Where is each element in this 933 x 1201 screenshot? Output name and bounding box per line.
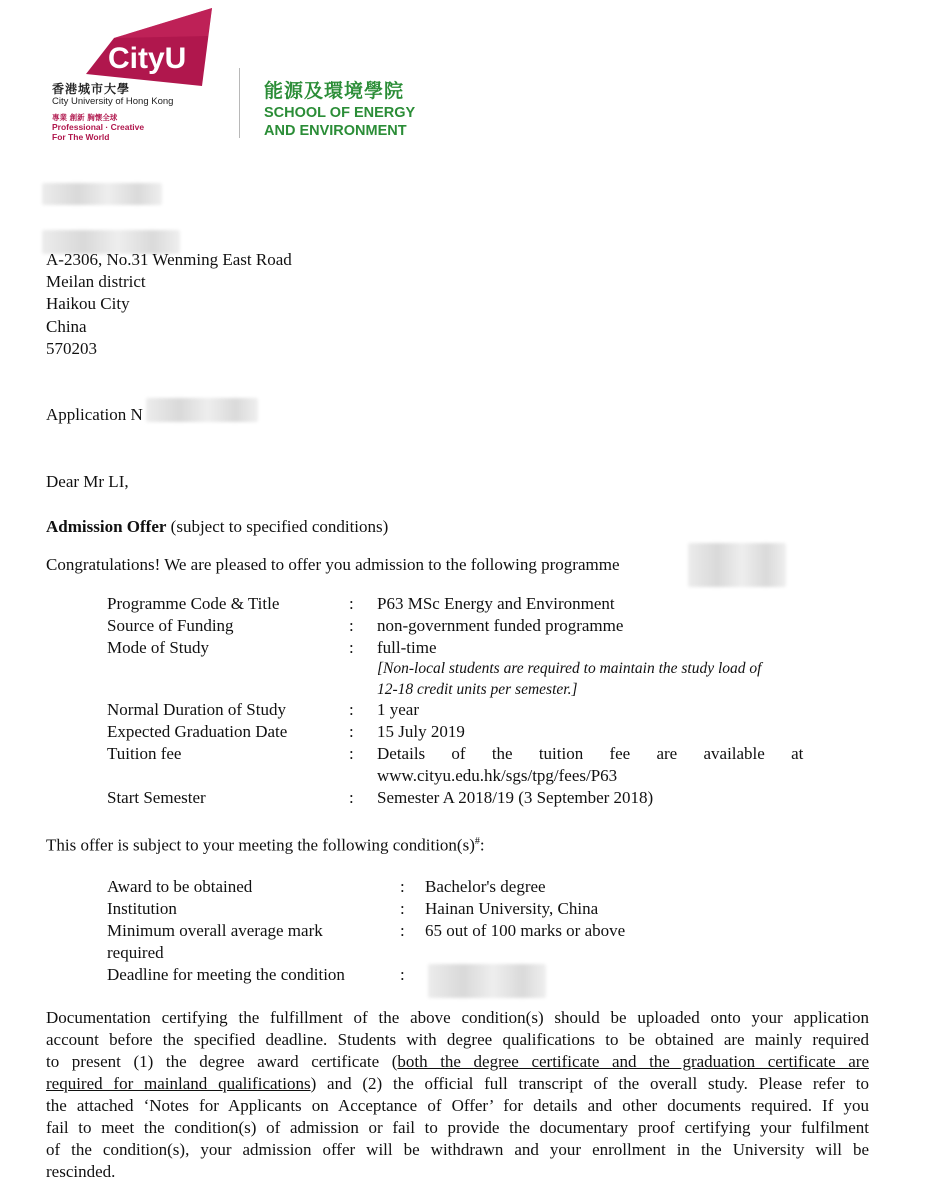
graduation-label: Expected Graduation Date [107,722,288,741]
university-name-cn: 香港城市大學 [52,82,131,96]
logo-divider [239,68,240,138]
graduation-value: 15 July 2019 [377,722,465,741]
colon: : [349,638,354,657]
doc-line-3-underlined: both the degree certificate and the graduation certificate are [397,1052,869,1071]
doc-line-3 [46,1051,869,1073]
mark-value: 65 out of 100 marks or above [425,921,626,940]
address-line-5: 570203 [46,338,97,358]
colon: : [400,899,405,918]
mark-label-line-2: required [107,943,164,962]
colon: : [349,788,354,807]
school-name-en-line-2: AND ENVIRONMENT [264,123,407,139]
colon: : [349,616,354,635]
intro-text: Congratulations! We are pleased to offer you admission to the following programme [46,555,620,574]
doc-line-4-underlined: required for mainland qualifications [46,1074,311,1093]
doc-line-7: of the condition(s), your admission offer will be withdrawn and your enrollment in the University will be [46,1140,869,1159]
salutation: Dear Mr LI, [46,472,129,491]
doc-line-4-b: ) and (2) the official full transcript of the overall study. Please refer to [310,1074,870,1093]
duration-value: 1 year [377,700,420,719]
address-line-4: China [46,316,87,336]
redacted-name [42,183,162,205]
condition-intro-colon: : [479,835,485,855]
duration-label: Normal Duration of Study [107,700,286,719]
tuition-label: Tuition fee [107,744,182,763]
mark-label-line-1: Minimum overall average mark [107,921,323,940]
doc-line-8: rescinded. [46,1162,116,1181]
colon: : [349,700,354,719]
doc-line-4 [46,1073,869,1095]
tuition-url[interactable]: www.cityu.edu.hk/sgs/tpg/fees/P63 [377,766,618,785]
colon: : [349,744,354,763]
motto-en [52,122,172,142]
mode-note-line-1: [Non-local students are required to maintain the study load of [377,660,762,677]
motto-en-line-1: Professional · Creative [52,122,145,132]
programme-code-value: P63 MSc Energy and Environment [377,594,615,613]
colon: : [400,921,405,940]
colon: : [349,722,354,741]
colon: : [400,965,405,984]
address-line-3: Haikou City [46,294,130,314]
institution-value: Hainan University, China [425,899,599,918]
school-logo [264,76,415,139]
programme-code-label: Programme Code & Title [107,594,280,613]
application-number-label: Application N [46,405,143,424]
address-line-1: A-2306, No.31 Wenming East Road [46,250,292,269]
offer-heading-line [46,516,388,538]
doc-line-6: fail to meet the condition(s) of admission or fail to provide the documentary proof certifying your fulfilment [46,1118,869,1137]
doc-line-3-a: to present (1) the degree award certificate ( [46,1052,398,1071]
doc-line-2: account before the specified deadline. Students with degree qualifications to be obtained are mainly required [46,1030,869,1049]
motto-en-line-2: For The World [52,132,110,142]
cityu-logo-mark [86,8,222,90]
colon: : [349,594,354,613]
university-name-en: City University of Hong Kong [52,96,174,107]
offer-heading: Admission Offer [46,517,167,536]
redacted-deadline [428,964,546,998]
cityu-logo-text: CityU [108,42,187,75]
condition-intro-text: This offer is subject to your meeting the following condition(s) [46,835,475,855]
condition-intro [46,831,485,857]
institution-label: Institution [107,899,177,918]
cityu-logo [52,8,227,143]
school-name-cn: 能源及環境學院 [264,80,405,102]
condition-footnote-mark: # [474,836,480,847]
doc-line-1: Documentation certifying the fulfillment of the above condition(s) should be uploaded onto your application [46,1008,869,1027]
offer-subheading: (subject to specified conditions) [170,517,389,536]
recipient-address [46,249,292,360]
tuition-value-text: Details of the tuition fee are available at [377,744,804,763]
colon: : [400,877,405,896]
mode-value: full-time [377,638,437,657]
redacted-programme-extra [688,543,786,587]
tuition-value-line-1 [377,743,820,765]
award-label: Award to be obtained [107,877,253,896]
redacted-application-number [146,398,258,422]
motto-cn: 專業 創新 胸懷全球 [52,113,118,122]
funding-value: non-government funded programme [377,616,624,635]
mode-note-line-2: 12-18 credit units per semester.] [377,681,578,698]
award-value: Bachelor's degree [425,877,546,896]
mode-label: Mode of Study [107,638,209,657]
address-line-2: Meilan district [46,272,146,292]
deadline-label: Deadline for meeting the condition [107,965,345,984]
start-semester-value: Semester A 2018/19 (3 September 2018) [377,788,654,807]
funding-label: Source of Funding [107,616,234,635]
start-semester-label: Start Semester [107,788,206,807]
school-name-en-line-1: SCHOOL OF ENERGY [264,105,416,121]
doc-line-5: the attached ‘Notes for Applicants on Acceptance of Offer’ for details and other documents required. If you [46,1096,869,1115]
